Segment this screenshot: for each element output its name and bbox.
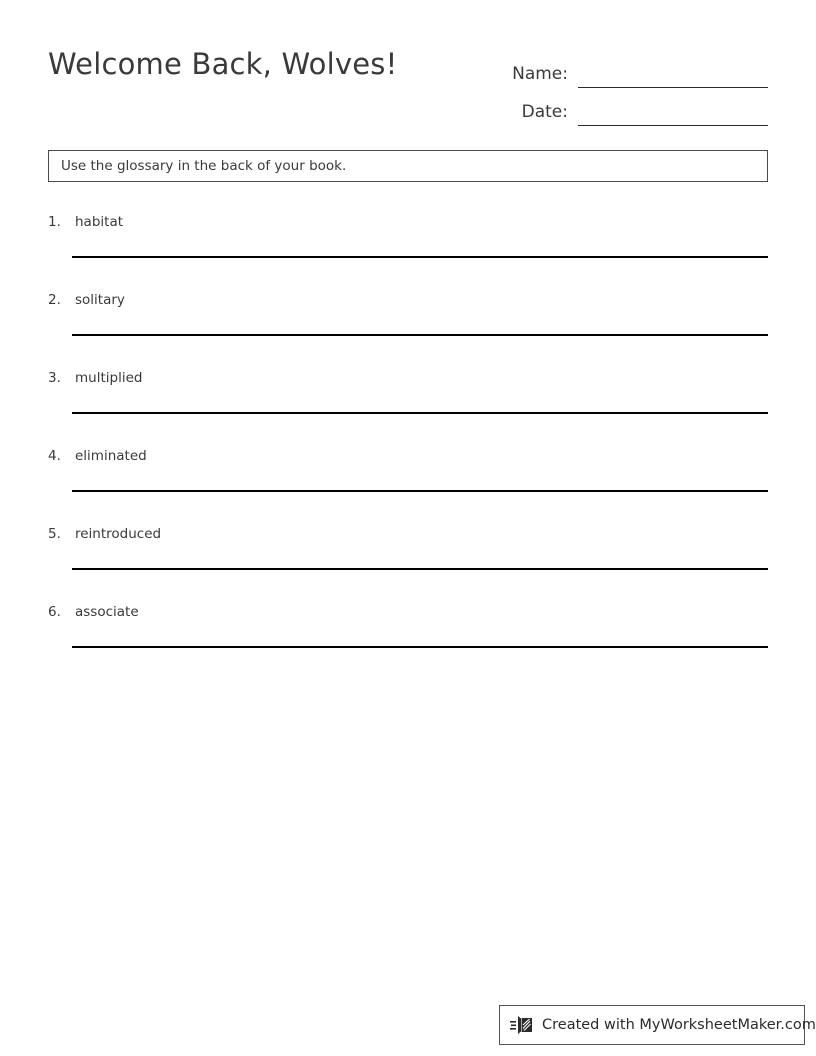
- question-item: [48, 286, 768, 364]
- question-number: 2.: [48, 292, 61, 308]
- question-number: 3.: [48, 370, 61, 386]
- name-date-block: [470, 50, 768, 126]
- instruction-text: Use the glossary in the back of your book.: [61, 158, 347, 174]
- question-item: [48, 520, 768, 598]
- question-item: [48, 364, 768, 442]
- question-number: 1.: [48, 214, 61, 230]
- name-input[interactable]: [578, 65, 768, 88]
- worksheet-maker-logo-icon: [510, 1013, 536, 1037]
- question-word: associate: [75, 604, 139, 620]
- question-word: reintroduced: [75, 526, 162, 542]
- created-with-badge[interactable]: [499, 1005, 816, 1045]
- question-list: [48, 208, 768, 676]
- question-number: 6.: [48, 604, 61, 620]
- question-word: solitary: [75, 292, 125, 308]
- name-field-row: [470, 50, 768, 88]
- date-field-row: [470, 88, 768, 126]
- question-item: [48, 442, 768, 520]
- created-with-text: Created with MyWorksheetMaker.com: [542, 1017, 816, 1033]
- page-title: Welcome Back, Wolves!: [48, 47, 398, 81]
- name-label: Name:: [512, 64, 568, 84]
- question-item: [48, 208, 768, 286]
- instruction-box: [48, 150, 768, 182]
- question-item: [48, 598, 768, 676]
- question-word: eliminated: [75, 448, 147, 464]
- answer-line[interactable]: [72, 412, 768, 414]
- answer-line[interactable]: [72, 256, 768, 258]
- question-word: habitat: [75, 214, 124, 230]
- date-label: Date:: [521, 102, 568, 122]
- question-number: 5.: [48, 526, 61, 542]
- date-input[interactable]: [578, 103, 768, 126]
- answer-line[interactable]: [72, 334, 768, 336]
- answer-line[interactable]: [72, 568, 768, 570]
- question-word: multiplied: [75, 370, 143, 386]
- question-number: 4.: [48, 448, 61, 464]
- answer-line[interactable]: [72, 646, 768, 648]
- answer-line[interactable]: [72, 490, 768, 492]
